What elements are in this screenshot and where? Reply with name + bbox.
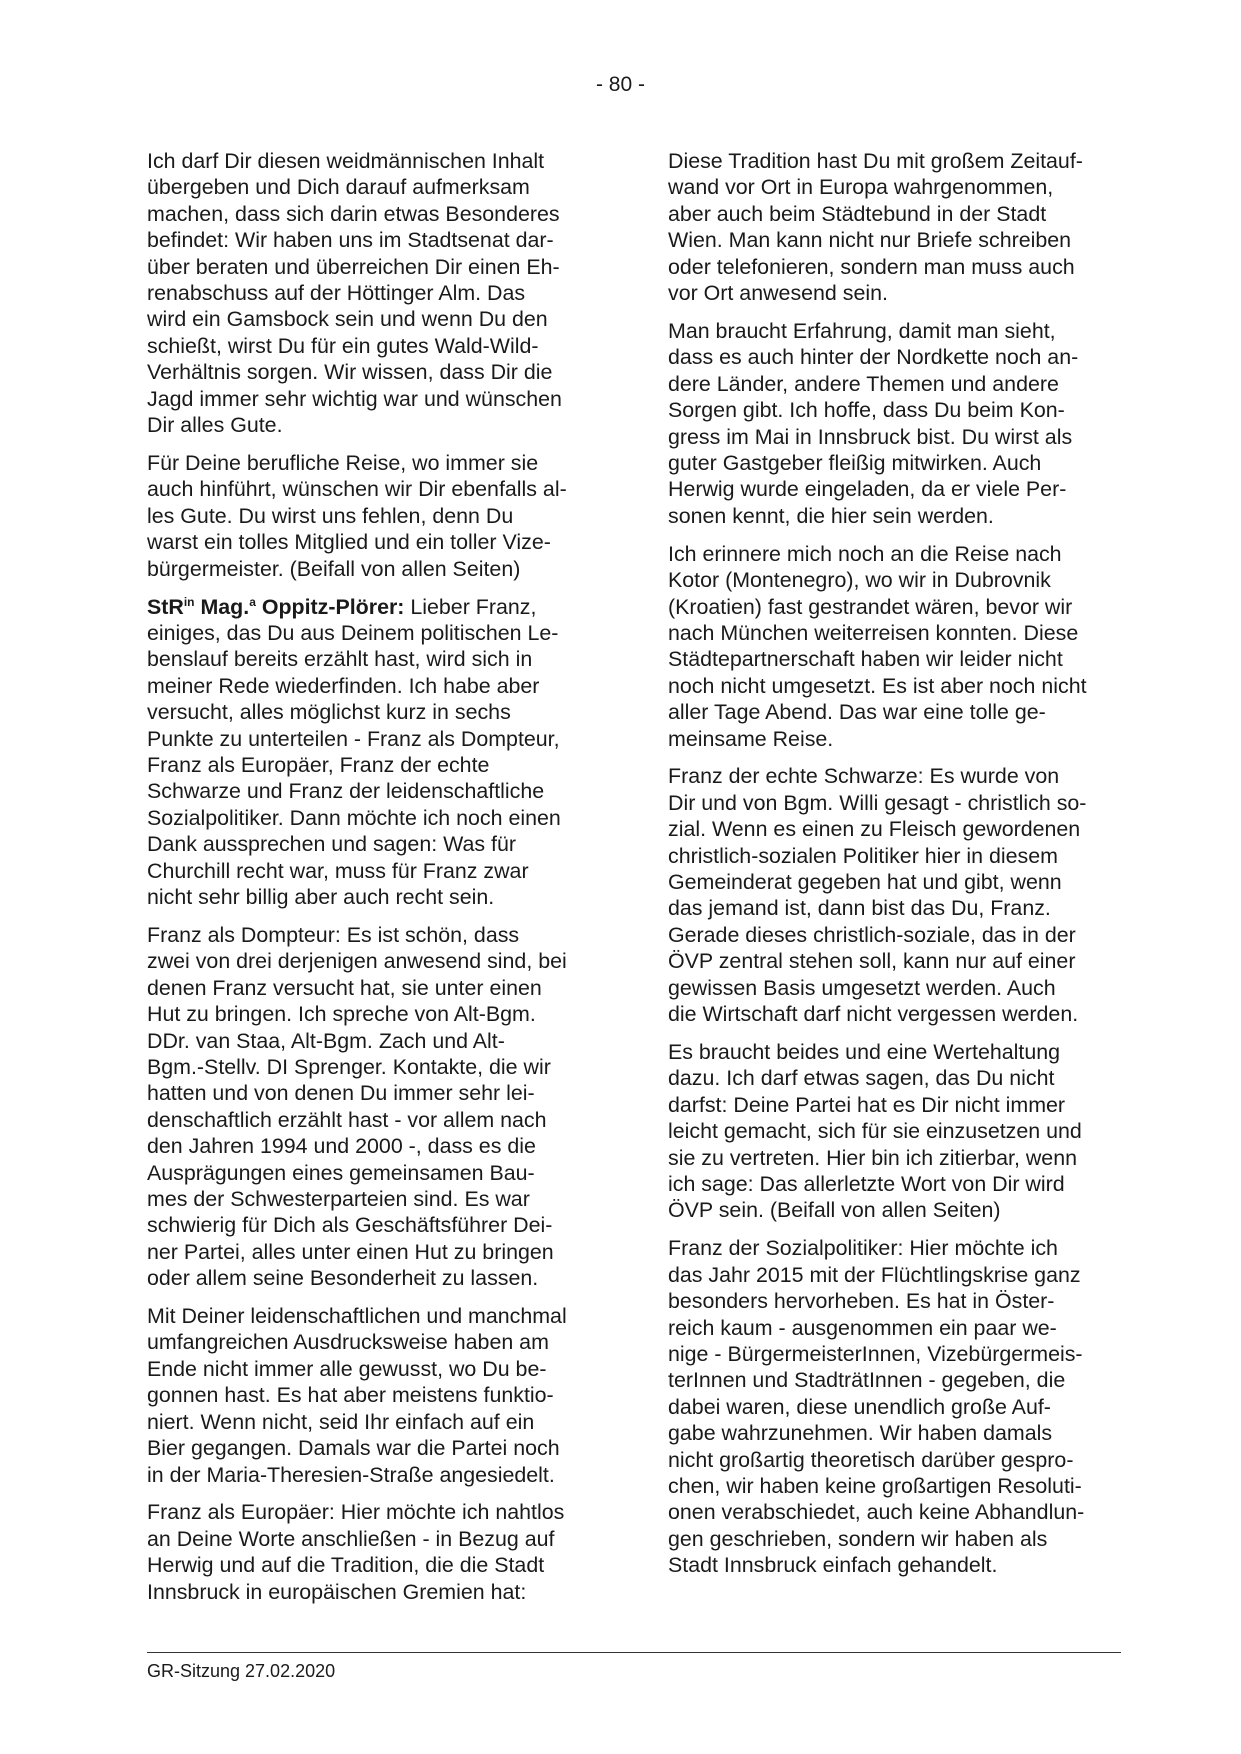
paragraph-line: Sozialpolitiker. Dann möchte ich noch einen (147, 805, 561, 830)
paragraph-line: Bgm.-Stellv. DI Sprenger. Kontakte, die wir (147, 1054, 551, 1079)
paragraph-line: dazu. Ich darf etwas sagen, das Du nicht (668, 1066, 1055, 1091)
paragraph-line: ich sage: Das allerletzte Wort von Dir wird (668, 1172, 1065, 1197)
footer-divider (147, 1652, 1121, 1653)
paragraph-line: gabe wahrzunehmen. Wir haben damals (668, 1421, 1053, 1446)
paragraph-speaker-oppitz (147, 594, 601, 911)
paragraph-line: versucht, alles möglichst kurz in sechs (147, 700, 511, 725)
paragraph-line: schwierig für Dich als Geschäftsführer Dei- (147, 1213, 553, 1238)
paragraph-line: dere Länder, andere Themen und andere (668, 371, 1059, 396)
paragraph-line: sonen kennt, die hier sein werden. (668, 503, 994, 528)
paragraph-line: Man braucht Erfahrung, damit man sieht, (668, 318, 1056, 343)
paragraph-line: Diese Tradition hast Du mit großem Zeitauf- (668, 149, 1083, 173)
paragraph-line: dabei waren, diese unendlich große Auf- (668, 1394, 1051, 1419)
paragraph-line: gress im Mai in Innsbruck bist. Du wirst als (668, 424, 1073, 449)
page-number: - 80 - (595, 73, 645, 96)
paragraph-line: terInnen und StadträtInnen - gegeben, die (668, 1368, 1066, 1393)
paragraph-line: umfangreichen Ausdrucksweise haben am (147, 1330, 549, 1355)
paragraph (147, 148, 601, 438)
paragraph-line: benslauf bereits erzählt hast, wird sich in (147, 647, 533, 672)
paragraph-line: wand vor Ort in Europa wahrgenommen, (668, 175, 1054, 200)
paragraph-line: Ich darf Dir diesen weidmännischen Inhalt (147, 149, 545, 173)
paragraph-line: aller Tage Abend. Das war eine tolle ge- (668, 700, 1046, 725)
paragraph-line: befindet: Wir haben uns im Stadtsenat dar- (147, 228, 554, 253)
paragraph-line: den Jahren 1994 und 2000 -, dass es die (147, 1134, 536, 1159)
paragraph-line: oder telefonieren, sondern man muss auch (668, 254, 1075, 279)
paragraph-line: an Deine Worte anschließen - in Bezug auf (147, 1526, 555, 1551)
paragraph-line: sie zu vertreten. Hier bin ich zitierbar, wenn (668, 1145, 1077, 1170)
paragraph-line: auch hinführt, wünschen wir Dir ebenfalls al- (147, 477, 567, 502)
paragraph-line: schießt, wirst Du für ein gutes Wald-Wild- (147, 333, 539, 358)
paragraph-line: Bier gegangen. Damals war die Partei noch (147, 1436, 560, 1461)
paragraph-line: über beraten und überreichen Dir einen Eh- (147, 254, 560, 279)
paragraph-line: renabschuss auf der Höttinger Alm. Das (147, 281, 526, 306)
paragraph-line: Innsbruck in europäischen Gremien hat: (147, 1579, 527, 1604)
paragraph (147, 922, 601, 1292)
left-column (147, 148, 601, 1617)
paragraph-line: (Kroatien) fast gestrandet wären, bevor wir (668, 594, 1073, 619)
paragraph-line: Kotor (Montenegro), wo wir in Dubrovnik (668, 568, 1051, 593)
paragraph-line: nicht großartig theoretisch darüber gespro- (668, 1447, 1074, 1472)
paragraph-line: Ich erinnere mich noch an die Reise nach (668, 541, 1062, 566)
paragraph-line: StR$^{in}$ Mag.$^a$ Oppitz-Plörer: Lieber Franz, (147, 594, 537, 619)
paragraph-line: meinsame Reise. (668, 726, 834, 751)
paragraph (147, 1499, 601, 1605)
paragraph-line: DDr. van Staa, Alt-Bgm. Zach und Alt- (147, 1028, 505, 1053)
paragraph (668, 763, 1122, 1027)
right-column (668, 148, 1122, 1590)
paragraph-line: gonnen hast. Es hat aber meistens funktio- (147, 1383, 554, 1408)
paragraph-line: in der Maria-Theresien-Straße angesiedelt. (147, 1462, 555, 1487)
paragraph-line: oder allem seine Besonderheit zu lassen. (147, 1266, 539, 1291)
paragraph (668, 541, 1122, 752)
paragraph-line: ÖVP zentral stehen soll, kann nur auf einer (668, 949, 1076, 974)
paragraph-line: zial. Wenn es einen zu Fleisch gewordenen (668, 817, 1081, 842)
paragraph-line: noch nicht umgesetzt. Es ist aber noch nicht (668, 673, 1087, 698)
footer-session-date: GR-Sitzung 27.02.2020 (147, 1661, 336, 1681)
paragraph-line: Sorgen gibt. Ich hoffe, dass Du beim Kon- (668, 398, 1065, 423)
paragraph-line: christlich-sozialen Politiker hier in diesem (668, 843, 1058, 868)
paragraph-line: vor Ort anwesend sein. (668, 281, 888, 306)
paragraph-line: Punkte zu unterteilen - Franz als Dompteur, (147, 726, 560, 751)
paragraph-line: Ausprägungen eines gemeinsamen Bau- (147, 1160, 535, 1185)
paragraph-line: wird ein Gamsbock sein und wenn Du den (147, 307, 548, 332)
paragraph-line: aber auch beim Städtebund in der Stadt (668, 201, 1047, 226)
paragraph-line: chen, wir haben keine großartigen Resoluti- (668, 1474, 1082, 1498)
paragraph-line: Franz als Europäer: Hier möchte ich nahtlos (147, 1500, 565, 1525)
paragraph-line: Franz der echte Schwarze: Es wurde von (668, 764, 1060, 789)
paragraph-line: Schwarze und Franz der leidenschaftliche (147, 779, 545, 804)
paragraph-line: das jemand ist, dann bist das Du, Franz. (668, 896, 1051, 921)
paragraph-line: Wien. Man kann nicht nur Briefe schreiben (668, 228, 1072, 253)
paragraph-line: meiner Rede wiederfinden. Ich habe aber (147, 673, 540, 698)
paragraph-line: Dir alles Gute. (147, 413, 283, 438)
paragraph-line: Gerade dieses christlich-soziale, das in der (668, 922, 1076, 947)
paragraph-line: zwei von drei derjenigen anwesend sind, bei (147, 949, 567, 974)
paragraph-line: Für Deine berufliche Reise, wo immer sie (147, 450, 539, 475)
paragraph-line: gen geschrieben, sondern wir haben als (668, 1526, 1048, 1551)
paragraph (668, 1235, 1122, 1578)
paragraph-line: Es braucht beides und eine Wertehaltung (668, 1040, 1061, 1064)
paragraph-line: einiges, das Du aus Deinem politischen Le- (147, 620, 559, 645)
paragraph-line: die Wirtschaft darf nicht vergessen werden. (668, 1002, 1079, 1027)
paragraph-line: nicht sehr billig aber auch recht sein. (147, 884, 495, 909)
paragraph-line: das Jahr 2015 mit der Flüchtlingskrise ganz (668, 1262, 1081, 1287)
paragraph-line: übergeben und Dich darauf aufmerksam (147, 175, 530, 200)
paragraph-line: Mit Deiner leidenschaftlichen und manchmal (147, 1304, 567, 1329)
paragraph-line: gewissen Basis umgesetzt werden. Auch (668, 975, 1056, 1000)
paragraph-line: nach München weiterreisen konnten. Diese (668, 620, 1079, 645)
paragraph-line: niert. Wenn nicht, seid Ihr einfach auf ein (147, 1409, 535, 1434)
paragraph-line: hatten und von denen Du immer sehr lei- (147, 1081, 535, 1106)
paragraph-line: warst ein tolles Mitglied und ein toller Vize- (147, 530, 551, 555)
paragraph-line: Franz der Sozialpolitiker: Hier möchte ich (668, 1236, 1058, 1261)
paragraph-line: les Gute. Du wirst uns fehlen, denn Du (147, 503, 514, 528)
paragraph-line: Churchill recht war, muss für Franz zwar (147, 858, 529, 883)
paragraph-line: Franz als Europäer, Franz der echte (147, 752, 490, 777)
paragraph-line: Dir und von Bgm. Willi gesagt - christlich so- (668, 790, 1087, 815)
paragraph-line: Dank aussprechen und sagen: Was für (147, 832, 516, 857)
paragraph-line: besonders hervorheben. Es hat in Öster- (668, 1289, 1055, 1314)
paragraph-line: Herwig wurde eingeladen, da er viele Per- (668, 477, 1067, 502)
paragraph (668, 318, 1122, 529)
paragraph-line: guter Gastgeber fleißig mitwirken. Auch (668, 450, 1042, 475)
paragraph-line: denen Franz versucht hat, sie unter einen (147, 975, 542, 1000)
paragraph-line: Verhältnis sorgen. Wir wissen, dass Dir die (147, 360, 553, 385)
paragraph-line: mes der Schwesterparteien sind. Es war (147, 1186, 530, 1211)
paragraph-line: onen verabschiedet, auch keine Abhandlun- (668, 1500, 1085, 1525)
paragraph-line: Ende nicht immer alle gewusst, wo Du be- (147, 1356, 547, 1381)
paragraph-line: reich kaum - ausgenommen ein paar we- (668, 1315, 1057, 1340)
paragraph (668, 148, 1122, 306)
paragraph-line: Städtepartnerschaft haben wir leider nicht (668, 647, 1063, 672)
paragraph-line: ÖVP sein. (Beifall von allen Seiten) (668, 1198, 1001, 1223)
paragraph-line: darfst: Deine Partei hat es Dir nicht immer (668, 1092, 1066, 1117)
paragraph-line: dass es auch hinter der Nordkette noch an- (668, 345, 1079, 370)
paragraph-line: nige - BürgermeisterInnen, Vizebürgermeis- (668, 1341, 1083, 1366)
paragraph-line: Gemeinderat gegeben hat und gibt, wenn (668, 870, 1062, 895)
paragraph (147, 450, 601, 582)
paragraph-line: Jagd immer sehr wichtig war und wünschen (147, 386, 562, 411)
speaker-name: StR$^{in}$ Mag.$^a$ Oppitz-Plörer: (147, 594, 405, 619)
paragraph-lines (147, 620, 601, 910)
paragraph-line: Franz als Dompteur: Es ist schön, dass (147, 922, 520, 947)
paragraph (668, 1039, 1122, 1224)
paragraph (147, 1303, 601, 1488)
paragraph-line: Stadt Innsbruck einfach gehandelt. (668, 1553, 998, 1578)
paragraph-line: ner Partei, alles unter einen Hut zu bringen (147, 1239, 554, 1264)
paragraph-line: leicht gemacht, sich für sie einzusetzen und (668, 1119, 1082, 1144)
paragraph-line: denschaftlich erzählt hast - vor allem nach (147, 1107, 547, 1132)
paragraph-line: Hut zu bringen. Ich spreche von Alt-Bgm. (147, 1002, 536, 1027)
paragraph-line: bürgermeister. (Beifall von allen Seiten) (147, 556, 521, 581)
paragraph-line: Herwig und auf die Tradition, die die Stadt (147, 1553, 545, 1578)
paragraph-line: machen, dass sich darin etwas Besonderes (147, 201, 560, 226)
